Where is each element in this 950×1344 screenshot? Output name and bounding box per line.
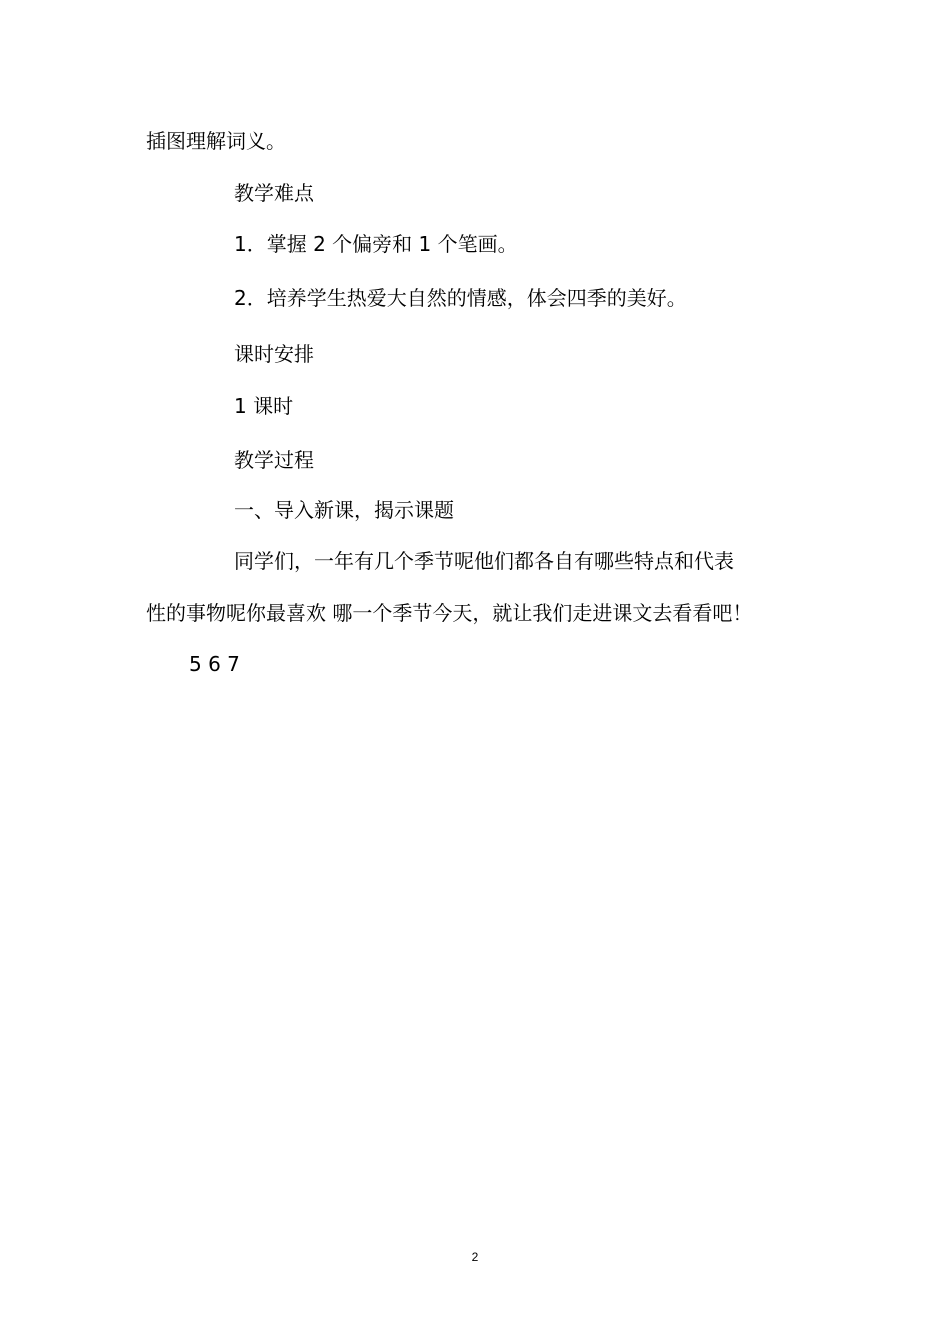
section-heading: 教学过程 <box>234 448 314 472</box>
paragraph-line: 1 课时 <box>234 394 294 418</box>
paragraph-line: 插图理解词义。 <box>146 129 286 153</box>
page-number: 2 <box>471 1250 479 1264</box>
paragraph-line: 同学们，一年有几个季节呢他们都各自有哪些特点和代表 <box>234 549 734 573</box>
list-item: 1．掌握 2 个偏旁和 1 个笔画。 <box>234 232 518 256</box>
list-item: 2．培养学生热爱大自然的情感，体会四季的美好。 <box>234 286 687 310</box>
section-heading: 课时安排 <box>234 342 314 366</box>
subsection-heading: 一、导入新课，揭示课题 <box>234 498 454 522</box>
section-heading: 教学难点 <box>234 181 314 205</box>
paragraph-line: 性的事物呢你最喜欢 哪一个季节今天，就让我们走进课文去看看吧！ <box>146 601 753 625</box>
paragraph-line: 5 6 7 <box>189 652 240 676</box>
